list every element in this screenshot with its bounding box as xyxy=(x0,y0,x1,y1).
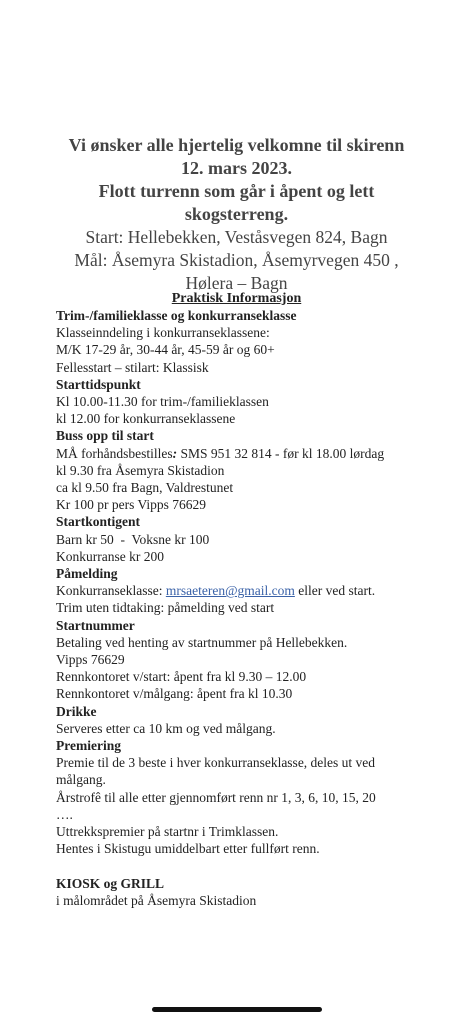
pamelding-suffix: eller ved start. xyxy=(294,583,376,599)
info-body xyxy=(56,307,456,909)
heading-premiering: Premiering xyxy=(56,738,121,754)
heading-klasse: Trim-/familieklasse og konkurranseklasse xyxy=(56,308,297,323)
email-link[interactable]: mrsaeteren@gmail.com xyxy=(165,583,295,599)
welcome-title-line-4: skogsterreng. xyxy=(184,204,289,224)
pamelding-line-1 xyxy=(56,582,456,599)
buss-line-1 xyxy=(56,445,456,462)
buss-colon: : xyxy=(172,445,178,461)
heading-kontigent: Startkontigent xyxy=(56,514,140,530)
pamelding-label: Konkurranseklasse: xyxy=(56,583,166,599)
welcome-title-line-2: 12. mars 2023. xyxy=(181,158,292,178)
klasse-line-2: M/K 17-29 år, 30-44 år, 45-59 år og 60+ xyxy=(56,342,275,358)
premiering-line-3: Årstrofê til alle etter gjennomført renn nr 1, 3, 6, 10, 15, 20 xyxy=(56,789,376,805)
pamelding-line-2: Trim uten tidtaking: påmelding ved start xyxy=(56,600,275,616)
premiering-line-1: Premie til de 3 beste i hver konkurranseklasse, deles ut ved xyxy=(56,755,376,771)
startnummer-line-2: Vipps 76629 xyxy=(56,652,125,668)
heading-startnummer: Startnummer xyxy=(56,617,135,633)
kontigent-line-1: Barn kr 50 - Voksne kr 100 xyxy=(56,531,210,547)
start-location: Start: Hellebekken, Veståsvegen 824, Bagn xyxy=(85,227,388,247)
heading-pamelding: Påmelding xyxy=(56,566,118,582)
welcome-title-line-3: Flott turrenn som går i åpent og lett xyxy=(98,181,375,201)
drikke-line-1: Serveres etter ca 10 km og ved målgang. xyxy=(56,720,276,736)
startnummer-line-1: Betaling ved henting av startnummer på Hellebekken. xyxy=(56,634,348,650)
welcome-header xyxy=(0,134,473,295)
starttid-line-2: kl 12.00 for konkurranseklassene xyxy=(56,411,236,427)
buss-line-3: ca kl 9.50 fra Bagn, Valdrestunet xyxy=(56,480,234,496)
starttid-line-1: Kl 10.00-11.30 for trim-/familieklassen xyxy=(56,394,269,410)
premiering-line-2: målgang. xyxy=(56,772,106,788)
startnummer-line-3: Rennkontoret v/start: åpent fra kl 9.30 – 12.00 xyxy=(56,669,307,685)
buss-line-2: kl 9.30 fra Åsemyra Skistadion xyxy=(56,462,225,478)
heading-drikke: Drikke xyxy=(56,703,97,719)
klasse-line-3: Fellesstart – stilart: Klassisk xyxy=(56,359,209,375)
startnummer-line-4: Rennkontoret v/målgang: åpent fra kl 10.30 xyxy=(56,686,293,702)
premiering-line-4: …. xyxy=(56,806,73,822)
goal-location-line-2: Hølera – Bagn xyxy=(185,273,288,293)
home-indicator[interactable] xyxy=(152,1007,322,1012)
premiering-line-6: Hentes i Skistugu umiddelbart etter fullført renn. xyxy=(56,841,320,857)
buss-booking-label: MÅ forhåndsbestilles xyxy=(56,445,173,461)
heading-starttid: Starttidspunkt xyxy=(56,376,141,392)
kiosk-line-1: i målområdet på Åsemyra Skistadion xyxy=(56,892,257,908)
welcome-title-line-1: Vi ønsker alle hjertelig velkomne til skirenn xyxy=(68,135,405,155)
section-title-praktisk: Praktisk Informasjon xyxy=(171,291,302,306)
buss-sms-text: SMS 951 32 814 - før kl 18.00 lørdag xyxy=(177,445,385,461)
section-spacer xyxy=(56,858,456,875)
buss-line-4: Kr 100 pr pers Vipps 76629 xyxy=(56,497,207,513)
klasse-line-1: Klasseinndeling i konkurranseklassene: xyxy=(56,325,270,341)
premiering-line-5: Uttrekkspremier på startnr i Trimklassen. xyxy=(56,824,279,840)
kontigent-line-2: Konkurranse kr 200 xyxy=(56,548,164,564)
goal-location-line-1: Mål: Åsemyra Skistadion, Åsemyrvegen 450 , xyxy=(74,250,399,270)
heading-buss: Buss opp til start xyxy=(56,428,154,444)
heading-kiosk: KIOSK og GRILL xyxy=(56,875,165,891)
